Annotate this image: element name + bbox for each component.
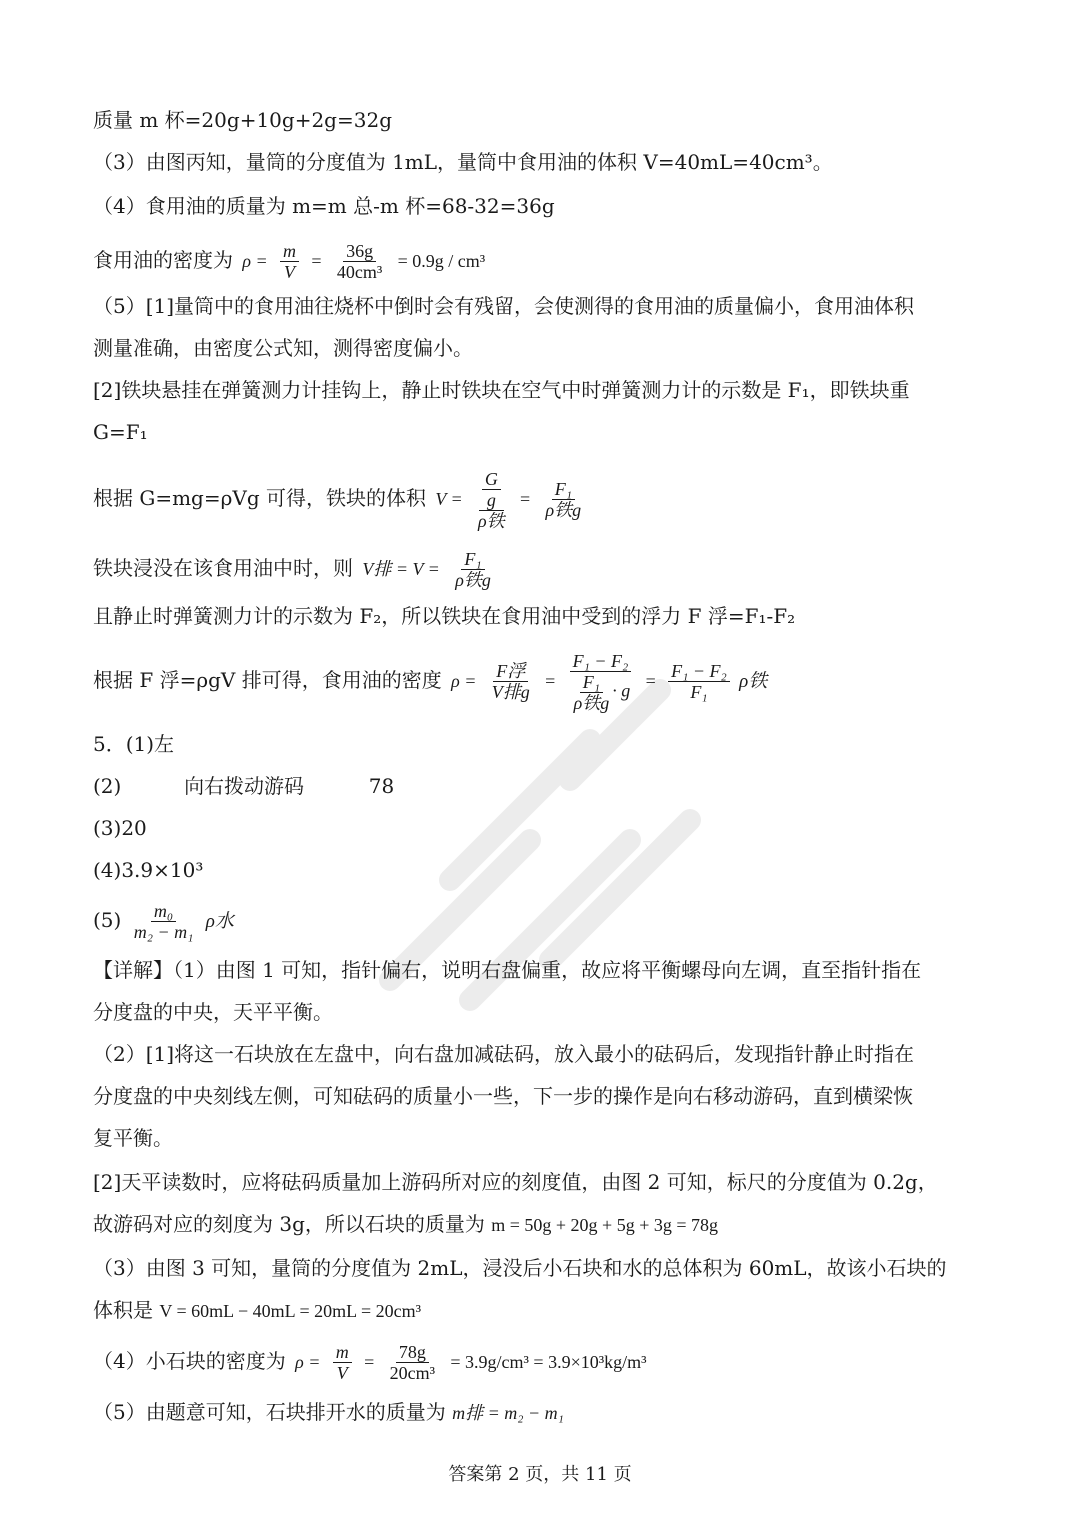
stone-density-lhs: ρ = — [295, 1352, 321, 1372]
text-line-q5-1a: （5）[1]量筒中的食用油往烧杯中倒时会有残留，会使测得的食用油的质量偏小，食用油体积 — [93, 294, 915, 318]
detail-2b: 分度盘的中央刻线左侧，可知砝码的质量小一些，下一步的操作是向右移动游码，直到横梁恢 — [93, 1084, 913, 1108]
denominator-rho-g: ρ铁g — [545, 500, 582, 520]
answer-5-2-value: 78 — [368, 774, 395, 798]
numerator-G: G — [482, 469, 501, 490]
denominator-v-pai-g: V排g — [491, 682, 530, 702]
numerator-f-fu: F浮 — [493, 661, 528, 682]
fraction-m0-over-m2-minus-m1 — [131, 901, 197, 942]
text-line-q3-volume: （3）由图丙知，量筒的分度值为 1mL，量筒中食用油的体积 V=40mL=40cm³。 — [93, 150, 833, 174]
times-g: · g — [612, 680, 631, 701]
numerator-nested — [479, 469, 504, 511]
numerator-f1: F₁ — [552, 479, 575, 500]
fraction-f1-minus-f2-over-f1 — [668, 661, 730, 702]
numerator-f1-2: F₁ — [461, 549, 484, 570]
answer-5-3: (3)20 — [93, 816, 147, 840]
detail-3b — [93, 1294, 1020, 1326]
denominator-rho-g-2: ρ铁g — [455, 570, 491, 590]
detail-5-prefix: （5）由题意可知，石块排开水的质量为 — [93, 1400, 446, 1424]
denominator-m2-minus-m1: m₂ − m₁ — [133, 922, 194, 942]
detail-3a: （3）由图 3 可知，量筒的分度值为 2mL，浸没后小石块和水的总体积为 60mL，故该小石块的 — [93, 1256, 947, 1280]
answer-5-2-text: 向右拨动游码 — [184, 774, 305, 798]
iron-volume-lhs: V = — [435, 489, 463, 509]
numerator-m0: m₀ — [151, 901, 176, 922]
numerator-f1-minus-f2: F₁ − F₂ — [570, 651, 632, 672]
text-line-q5-1b: 测量准确，由密度公式知，测得密度偏小。 — [93, 336, 473, 360]
text-line-buoyancy: 且静止时弹簧测力计的示数为 F₂，所以铁块在食用油中受到的浮力 F 浮=F₁-F₂ — [93, 604, 796, 628]
text-line-oil-density-2: 根据 F 浮=ρgV 排可得，食用油的密度 ρ = $\frac{\text{F浮}}{\text{V排g}}$ = F₁ − F₂ $\frac{\text{F₁}}{\text{ρ铁g}}$ · g = $\frac{\text{F₁ − F₂}}{\text{F₁}}$ ρ铁 — [93, 650, 768, 713]
detail-1b: 分度盘的中央，天平平衡。 — [93, 1000, 333, 1024]
text-line-mass-cup: 质量 m 杯=20g+10g+2g=32g — [93, 108, 392, 132]
denominator-complex — [568, 672, 634, 713]
fraction-g-over-g-over-rho — [475, 469, 508, 531]
oil-density-prefix: 食用油的密度为 — [93, 248, 233, 272]
numerator-36g: 36g — [343, 241, 376, 262]
numerator-m: m — [280, 241, 299, 262]
detail-1a: 【详解】（1）由图 1 可知，指针偏右，说明右盘偏重，故应将平衡螺母向左调，直至指针指在 — [93, 958, 922, 982]
fraction-m-over-v — [280, 241, 299, 282]
detail-5 — [93, 1396, 1020, 1428]
denominator-v: V — [284, 262, 296, 282]
detail-4: （4）小石块的密度为 ρ = $\frac{m}{V}$ = $\frac{78g}{\text{20cm³}}$ = 3.9g/cm³ = 3.9×10³kg/m³ — [93, 1342, 647, 1383]
fraction-f1-minus-f2-complex — [568, 651, 634, 713]
fraction-f-fu-over-v-pai-g — [489, 661, 533, 702]
denominator-40cm3: 40cm³ — [336, 262, 383, 282]
detail-2c: 复平衡。 — [93, 1126, 173, 1150]
detail-4-prefix: （4）小石块的密度为 — [93, 1349, 286, 1373]
stone-mass-formula: m = 50g + 20g + 5g + 3g = 78g — [491, 1215, 719, 1235]
text-line-q5-2b: G=F₁ — [93, 420, 148, 444]
oil-density-2-lhs: ρ = — [451, 671, 477, 691]
detail-2e — [93, 1208, 1020, 1240]
inner-numerator-f1: F₁ — [580, 672, 603, 693]
inner-denominator-rho-g: ρ铁g — [573, 692, 610, 713]
denominator-20cm3: 20cm³ — [389, 1363, 436, 1383]
fraction-f1-over-rho-g-2 — [452, 549, 494, 590]
text-line-v-pai — [93, 544, 1020, 592]
detail-2e-prefix: 故游码对应的刻度为 3g，所以石块的质量为 — [93, 1212, 485, 1236]
page-footer: 答案第 2 页，共 11 页 — [448, 1464, 632, 1485]
numerator-m-2: m — [333, 1342, 352, 1363]
stone-density-result: = 3.9g/cm³ = 3.9×10³kg/m³ — [450, 1352, 647, 1372]
oil-density-result: = 0.9g / cm³ — [397, 251, 486, 271]
v-pai-prefix: 铁块浸没在该食用油中时，则 — [93, 556, 353, 580]
answer-5-2 — [93, 770, 1020, 802]
numerator-78g: 78g — [396, 1342, 429, 1363]
displaced-water-mass-formula: m排 = m₂ − m₁ — [452, 1403, 564, 1423]
answer-5-1: 5．(1)左 — [93, 732, 175, 756]
iron-volume-prefix: 根据 G=mg=ρVg 可得，铁块的体积 — [93, 486, 426, 510]
denominator-rho-iron: ρ铁 — [478, 510, 505, 531]
v-pai-lhs: V排 = V = — [362, 559, 440, 579]
detail-3b-prefix: 体积是 — [93, 1298, 153, 1322]
answer-5-5-number: (5) — [93, 908, 122, 932]
oil-density-2-prefix: 根据 F 浮=ρgV 排可得，食用油的密度 — [93, 668, 442, 692]
answer-5-5 — [93, 896, 1020, 944]
fraction-78g-over-20cm3 — [387, 1342, 438, 1383]
oil-density-lhs: ρ = — [242, 251, 268, 271]
text-line-oil-density: 食用油的密度为 ρ = $\frac{m}{V}$ = $\frac{36g}{\text{40cm³}}$ = 0.9g / cm³ — [93, 241, 486, 282]
denominator-f1: F₁ — [690, 682, 708, 702]
detail-2a: （2）[1]将这一石块放在左盘中，向右盘加减砝码，放入最小的砝码后，发现指针静止时指在 — [93, 1042, 915, 1066]
text-line-iron-volume: 根据 G=mg=ρVg 可得，铁块的体积 V = $\frac{\frac{G}{g}}{\text{ρ铁}}$ = $\frac{\text{F₁}}{\text{ρ铁g}}$ — [93, 458, 1020, 538]
text-line-q5-2a: [2]铁块悬挂在弹簧测力计挂钩上，静止时铁块在空气中时弹簧测力计的示数是 F₁，即铁块重 — [93, 378, 910, 402]
answer-5-4: (4)3.9×10³ — [93, 858, 204, 882]
text-line-q4-mass: （4）食用油的质量为 m=m 总-m 杯=68-32=36g — [93, 194, 555, 218]
fraction-36g-over-40cm3 — [334, 241, 385, 282]
denominator-g: g — [486, 489, 496, 510]
denominator-v-2: V — [336, 1363, 348, 1383]
detail-2d: [2]天平读数时，应将砝码质量加上游码所对应的刻度值，由图 2 可知，标尺的分度值为 0.2g， — [93, 1170, 938, 1194]
fraction-f1-over-rho-g — [543, 479, 585, 520]
fraction-m-over-v-2 — [333, 1342, 352, 1383]
answer-5-2-number: (2) — [93, 774, 122, 798]
rho-water-tail: ρ水 — [205, 911, 234, 932]
stone-volume-formula: V = 60mL − 40mL = 20mL = 20cm³ — [159, 1301, 422, 1321]
numerator-f1-minus-f2-2: F₁ − F₂ — [668, 661, 730, 682]
rho-iron-tail: ρ铁 — [739, 671, 768, 692]
